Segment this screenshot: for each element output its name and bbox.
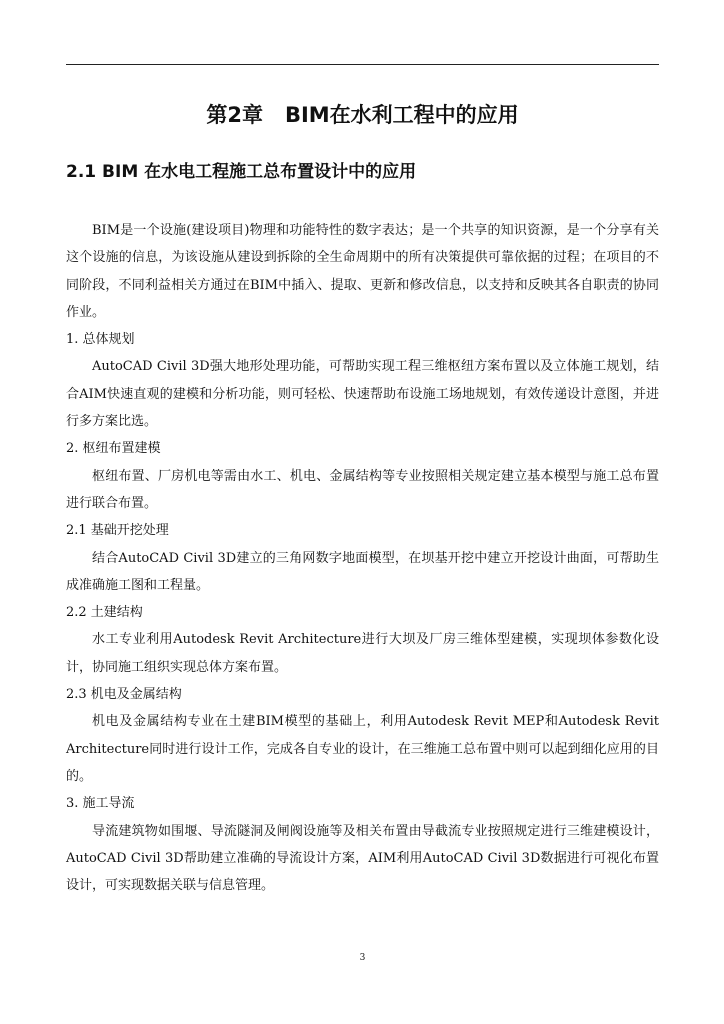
paragraph-hub-layout-modeling: 枢纽布置、厂房机电等需由水工、机电、金属结构等专业按照相关规定建立基本模型与施工总布置进行联合布置。 bbox=[66, 468, 659, 511]
document-body bbox=[66, 217, 659, 899]
page-number: 3 bbox=[359, 953, 366, 963]
heading-foundation-excavation: 2.1 基础开挖处理 bbox=[66, 523, 169, 539]
paragraph-mep-metal-structure: 机电及金属结构专业在土建BIM模型的基础上，利用Autodesk Revit MEP和Autodesk Revit Architecture同时进行设计工作，完成各自专业的设计，在三维施工总布置中则可以起到细化应用的目的。 bbox=[66, 714, 659, 784]
paragraph-overall-planning: AutoCAD Civil 3D强大地形处理功能，可帮助实现工程三维枢纽方案布置以及立体施工规划，结合AIM快速直观的建模和分析功能，则可轻松、快速帮助布设施工场地规划，有效传递设计意图，并进行多方案比选。 bbox=[66, 359, 659, 430]
section-title: 2.1 BIM 在水电工程施工总布置设计中的应用 bbox=[66, 162, 417, 182]
heading-hub-layout-modeling: 2. 枢纽布置建模 bbox=[66, 441, 161, 457]
paragraph-foundation-excavation: 结合AutoCAD Civil 3D建立的三角网数字地面模型，在坝基开挖中建立开挖设计曲面，可帮助生成准确施工图和工程量。 bbox=[66, 550, 659, 593]
chapter-name: BIM在水利工程中的应用 bbox=[284, 103, 519, 127]
heading-mep-metal-structure: 2.3 机电及金属结构 bbox=[66, 687, 182, 703]
heading-overall-planning: 1. 总体规划 bbox=[66, 332, 135, 348]
chapter-title bbox=[66, 98, 659, 132]
chapter-number: 第2章 bbox=[206, 103, 263, 127]
header-rule bbox=[66, 64, 659, 65]
heading-civil-structure: 2.2 土建结构 bbox=[66, 605, 143, 621]
paragraph-construction-diversion: 导流建筑物如围堰、导流隧洞及闸阀设施等及相关布置由导截流专业按照规定进行三维建模设计，AutoCAD Civil 3D帮助建立准确的导流设计方案，AIM利用AutoCAD Civil 3D数据进行可视化布置设计，可实现数据关联与信息管理。 bbox=[66, 823, 659, 894]
intro-paragraph: BIM是一个设施(建设项目)物理和功能特性的数字表达；是一个共享的知识资源，是一个分享有关这个设施的信息，为该设施从建设到拆除的全生命周期中的所有决策提供可靠依据的过程；在项目的不同阶段，不同利益相关方通过在BIM中插入、提取、更新和修改信息，以支持和反映其各自职责的协同作业。 bbox=[66, 223, 659, 320]
paragraph-civil-structure: 水工专业利用Autodesk Revit Architecture进行大坝及厂房三维体型建模，实现坝体参数化设计，协同施工组织实现总体方案布置。 bbox=[66, 632, 659, 675]
heading-construction-diversion: 3. 施工导流 bbox=[66, 796, 135, 812]
